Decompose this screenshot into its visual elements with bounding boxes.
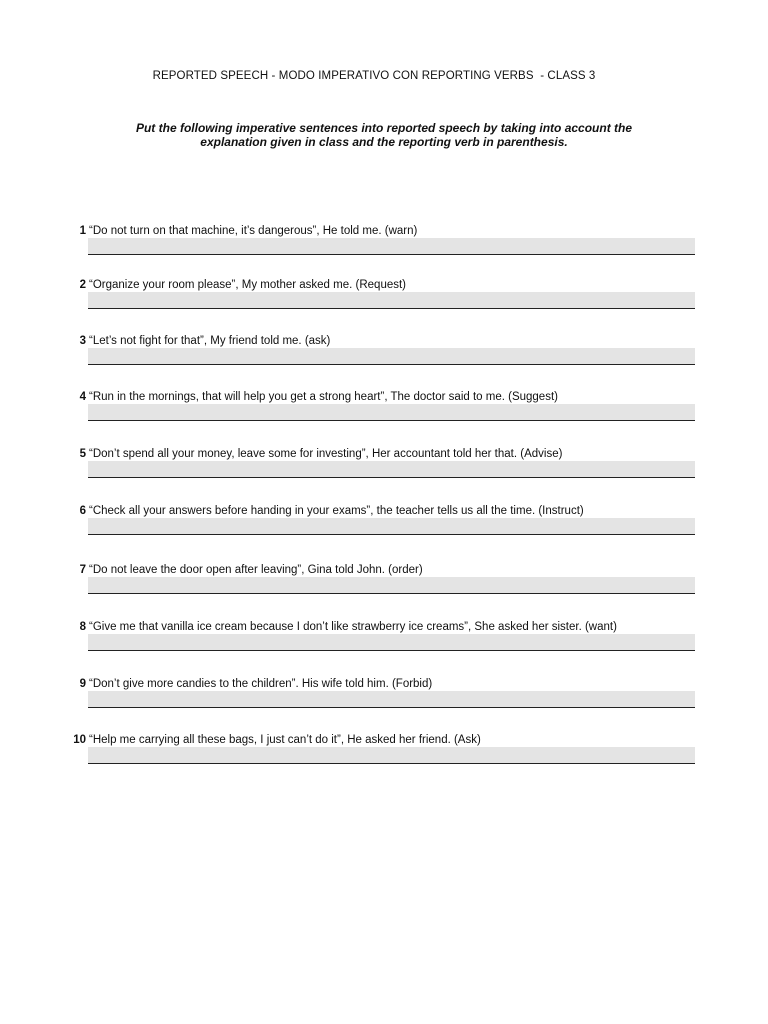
- answer-field[interactable]: [88, 634, 695, 651]
- question-item: [0, 734, 768, 774]
- question-number: 7: [79, 564, 86, 576]
- answer-field[interactable]: [88, 461, 695, 478]
- question-number: 5: [79, 448, 86, 460]
- question-text: “Let’s not fight for that”, My friend told me. (ask): [89, 335, 331, 347]
- answer-field[interactable]: [88, 747, 695, 764]
- question-item: [0, 279, 768, 319]
- question-item: [0, 621, 768, 661]
- question-text: “Do not leave the door open after leaving”, Gina told John. (order): [89, 564, 423, 576]
- question-item: [0, 448, 768, 488]
- question-number: 2: [79, 279, 86, 291]
- answer-field[interactable]: [88, 348, 695, 365]
- question-text: “Run in the mornings, that will help you get a strong heart”, The doctor said to me. (Suggest): [89, 391, 558, 403]
- question-text: “Do not turn on that machine, it’s dangerous”, He told me. (warn): [89, 225, 418, 237]
- question-item: [0, 391, 768, 431]
- question-item: [0, 505, 768, 545]
- answer-field[interactable]: [88, 404, 695, 421]
- answer-field[interactable]: [88, 292, 695, 309]
- answer-field[interactable]: [88, 577, 695, 594]
- question-text: “Check all your answers before handing in your exams”, the teacher tells us all the time. (Instruct): [89, 505, 584, 517]
- question-text: “Give me that vanilla ice cream because I don’t like strawberry ice creams”, She asked her sister. (want): [89, 621, 617, 633]
- question-number: 9: [79, 678, 86, 690]
- question-item: [0, 225, 768, 265]
- instructions-line-1: Put the following imperative sentences into reported speech by taking into account the: [135, 121, 633, 135]
- question-text: “Organize your room please”, My mother asked me. (Request): [89, 279, 407, 291]
- question-number: 10: [73, 734, 86, 746]
- instructions: [84, 121, 684, 149]
- question-text: “Help me carrying all these bags, I just can’t do it”, He asked her friend. (Ask): [89, 734, 481, 746]
- answer-field[interactable]: [88, 238, 695, 255]
- question-number: 4: [79, 391, 86, 403]
- answer-field[interactable]: [88, 518, 695, 535]
- question-number: 6: [79, 505, 86, 517]
- question-number: 3: [79, 335, 86, 347]
- question-item: [0, 335, 768, 375]
- worksheet-title: REPORTED SPEECH - MODO IMPERATIVO CON REPORTING VERBS - CLASS 3: [152, 70, 596, 82]
- question-item: [0, 678, 768, 718]
- question-number: 1: [79, 225, 86, 237]
- instructions-line-2: explanation given in class and the reporting verb in parenthesis.: [200, 135, 568, 149]
- question-number: 8: [79, 621, 86, 633]
- answer-field[interactable]: [88, 691, 695, 708]
- question-text: “Don’t give more candies to the children”. His wife told him. (Forbid): [89, 678, 433, 690]
- question-item: [0, 564, 768, 604]
- question-text: “Don’t spend all your money, leave some for investing”, Her accountant told her that. (Advise): [89, 448, 563, 460]
